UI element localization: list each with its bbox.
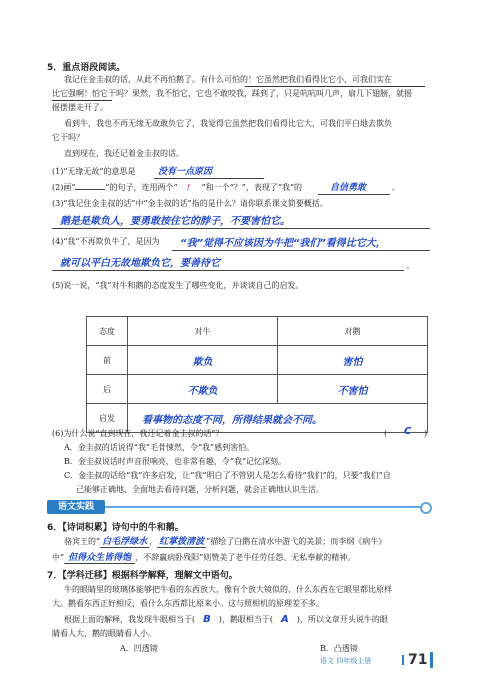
q6-line-1 [64, 536, 386, 548]
q7-option-b: B．凸透镜 [320, 644, 358, 653]
footer-label: 语文 四年级上册 [320, 657, 372, 665]
q6-line-2 [52, 552, 355, 564]
page-number: 71 [408, 652, 428, 668]
q7-question-cont: 睛看人大，鹅的眼睛看人小。 [52, 629, 156, 638]
table-row-label: 后 [87, 375, 128, 404]
q6-text-c: ”描绘了白鹅在清水中游弋的美景；而李纲《病牛》 [206, 537, 387, 546]
q5-2-answer: 自信勇敢 [330, 183, 367, 193]
attitude-table [86, 316, 428, 433]
q5-2-mark: ！ [185, 183, 194, 192]
section-divider [105, 506, 423, 508]
q5-6-paren-open: ( [384, 429, 388, 438]
q7-passage: 大。鹅看东西正好相反，看什么东西都比原来小。这与照相机的原理差不多。 [52, 599, 324, 608]
q5-2-prompt [52, 182, 302, 194]
q5-1-prompt: (1)“无缘无故”的意思是 [52, 167, 136, 176]
q6-text-d: 中“ [52, 553, 65, 562]
footer-bar [430, 652, 433, 668]
passage-line: 摇摆摆走开了。 [52, 103, 108, 112]
passage-line: 比它强啊！怕它干吗？果然，我不怕它，它也不敢咬我，踩到了，只是吭吭叫几声，扇几下翅膀，就摇 [52, 89, 412, 98]
q5-4-prompt: (4)“我”不再欺负牛了，是因为 [52, 237, 160, 246]
table-row-label: 启发 [87, 404, 128, 433]
table-header-row [87, 317, 428, 346]
q5-6-option-c: C．金圭叔的话给“我”许多启发，让“我”明白了不管别人是怎么看待“我们”的，只要“我们”自 [64, 471, 391, 480]
q5-3-prompt: (3)“我记住金圭叔的话”中“金圭叔的话”指的是什么？请你联系课文简要概括。 [52, 199, 328, 208]
table-row [87, 346, 428, 375]
passage-line: 它干吗？ [52, 133, 84, 142]
table-cell-insight: 看事物的态度不同，所得结果就会不同。 [128, 404, 428, 433]
passage-line: 我记住金圭叔的话，从此不再怕鹅了。有什么可怕的！它虽然把我们看得比它小，可我们实在 [64, 75, 392, 84]
q5-2-text-b: ”的句子，连用两个“ [105, 183, 178, 192]
footer-divider [402, 655, 404, 665]
section-tag: 语文实践 [47, 500, 105, 514]
q7-header: 7．【学科迁移】根据科学解释，理解文中语句。 [47, 571, 238, 581]
q5-6-answer: C [404, 426, 412, 437]
divider-end-icon [420, 502, 432, 514]
q5-6-option-c-cont: 己能够正确地、全面地去看待问题，分析问题，就会正确地认识生活。 [76, 485, 324, 494]
q6-answer-1: 白毛浮绿水 [102, 537, 148, 547]
q5-2-text-c: ”和一个“？”，表现了“我”的 [201, 183, 303, 192]
q5-2-text-a: (2)画“ [52, 183, 76, 192]
q7-option-a: A．凹透镜 [120, 644, 158, 653]
table-header-cell: 对牛 [128, 317, 278, 346]
q6-text-e: ，不辞羸病卧残阳”则赞美了老牛任劳任怨、无私奉献的精神。 [135, 553, 356, 562]
table-row [87, 375, 428, 404]
q6-header: 6．【诗词积累】诗句中的牛和鹅。 [47, 523, 184, 533]
q5-4-end: 。 [406, 261, 414, 270]
table-cell-cow: 不欺负 [128, 375, 278, 404]
table-cell-goose: 害怕 [278, 346, 428, 375]
passage-line: 直到现在，我还记着金圭叔的话。 [64, 149, 184, 158]
table-row-label: 前 [87, 346, 128, 375]
q7-passage: 牛的眼睛里的玻璃体能够把牛看的东西放大，像有个放大镜似的，什么东西在它眼里都比原样 [64, 585, 392, 594]
table-cell-goose: 不害怕 [278, 375, 428, 404]
q7-text-b: )，鹅眼相当于( [218, 615, 273, 624]
q5-4-answer1: “我”觉得不应该因为牛把“我们”看得比它大， [180, 238, 386, 249]
table-cell-cow: 欺负 [128, 346, 278, 375]
table-header-cell: 对鹅 [278, 317, 428, 346]
q6-text-a: 骆宾王的“ [64, 537, 101, 546]
q5-6-paren-close: ) [424, 429, 428, 438]
passage-line: 看到牛，我也不再无缘无故敢负它了，我觉得它虽然把我们看得比它大，可我们平白地去欺负 [64, 119, 392, 128]
q5-6-option-a: A．金圭叔的话说得“我”毛骨悚然，令“我”感到害怕。 [64, 443, 255, 452]
q5-5-prompt: (5)说一说，“我”对牛和鹅的态度发生了哪些变化，并谈谈自己的启发。 [52, 281, 304, 290]
q6-answer-3: 但得众生皆得饱 [64, 553, 135, 564]
table-header-cell: 态度 [87, 317, 128, 346]
q5-header: 5．重点语段阅读。 [47, 63, 126, 73]
q5-6-prompt: (6)为什么说“直到现在，我还记着金圭叔的话”？ [52, 429, 224, 438]
q6-text-b: ， [149, 537, 158, 546]
q5-6-option-b: B．金圭叔说话时声音很响亮，也非常有趣，令“我”记忆深刻。 [64, 457, 287, 466]
q5-2-end: 。 [392, 183, 400, 192]
q5-3-answer: 鹅是是欺负人，要勇敢按住它的脖子，不要害怕它。 [60, 216, 290, 227]
q7-question [64, 614, 388, 626]
q7-answer-cow: B [203, 614, 211, 625]
q6-answer-2: 红掌拨清波 [159, 537, 205, 547]
q7-answer-goose: A [281, 614, 289, 625]
q7-text-c: )，所以文章开头说牛的眼 [296, 615, 388, 624]
q7-text-a: 根据上面的解释，我发现牛眼相当于( [64, 615, 196, 624]
q5-1-answer: 没有一点原因 [158, 167, 213, 177]
q5-4-answer2: 就可以平白无故地欺负它，要善待它 [60, 258, 220, 269]
